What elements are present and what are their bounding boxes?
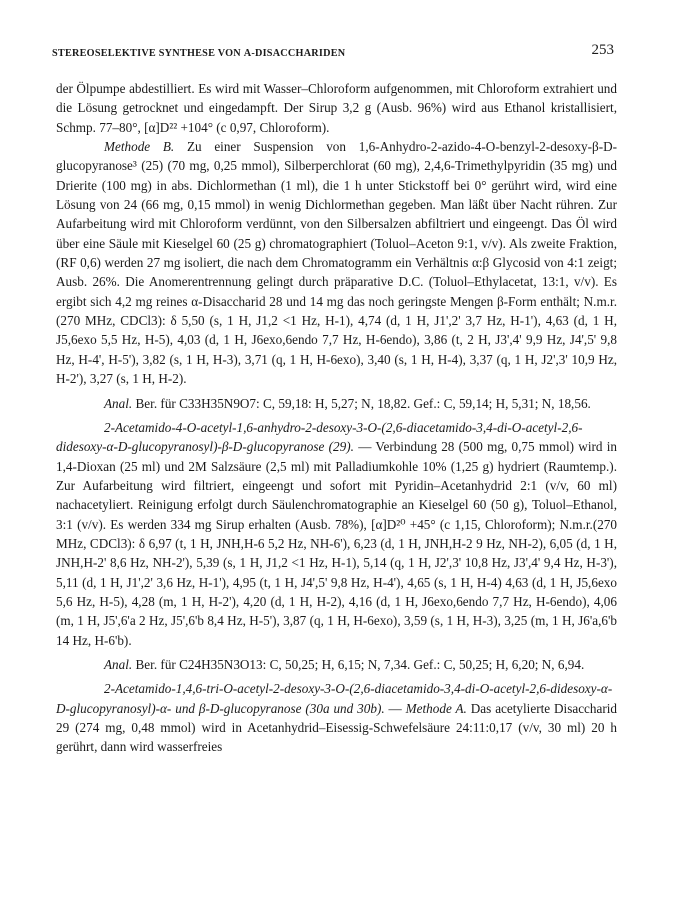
paragraph-analysis-1 — [56, 394, 617, 413]
analysis-1-label: Anal. — [104, 395, 133, 411]
paragraph-analysis-2 — [56, 655, 617, 674]
analysis-1-text: Ber. für C33H35N9O7: C, 59,18: H, 5,27; N, 18,82. Gef.: C, 59,14; H, 5,31; N, 18,56. — [135, 395, 591, 411]
method-b-text: Zu einer Suspension von 1,6-Anhydro-2-azido-4-O-benzyl-2-desoxy-β-D-glucopyranose³ (25) (70 mg, 0,25 mmol), Silberperchlorat (60 mg), 2,4,6-Trimethylpyridin (35 mg) und Drierite (100 mg) in abs. Dichlormethan (1 ml), die 1 h unter Stickstoff bei 0° gerührt wird, wird eine Lösung von 24 (66 mg, 0,15 mmol) in wenig Dichlormethan gegeben. Man läßt über Nacht rühren. Zur Aufarbeitung wird mit Chloroform verdünnt, von den Silbersalzen abfiltriert und eingeengt. Das Öl wird über eine Säule mit Kieselgel 60 (25 g) chromatographiert (Toluol–Aceton 9:1, v/v). Als zweite Fraktion, (RF 0,6) werden 27 mg isoliert, die nach dem Chromatogramm ein Verhältnis α:β Glycosid von 4:1 zeigt; Ausb. 26%. Die Anomerentrennung gelingt durch präparative D.C. (Toluol–Ethylacetat, 13:1, v/v). Es ergibt sich 4,2 mg reines α-Disaccharid 28 und 14 mg das noch geringste Mengen β-Form enthält; N.m.r. (270 MHz, CDCl3): δ 5,50 (s, 1 H, J1,2 <1 Hz, H-1), 4,74 (d, 1 H, J1',2' 3,7 Hz, H-1'), 4,63 (d, 1 H, J5,6exo 5,5 Hz, H-5), 4,03 (d, 1 H, J6exo,6endo 7,7 Hz, H-6endo), 3,86 (t, 2 H, J3',4' 9,9 Hz, J4',5' 9,8 Hz, H-4', H-5'), 3,82 (s, 1 H, H-3), 3,71 (q, 1 H, H-6exo), 3,40 (s, 1 H, H-4), 3,37 (q, 1 H, J2',3' 10,9 Hz, H-2'), 3,27 (s, 1 H, H-2). — [56, 139, 618, 387]
paragraph-1: der Ölpumpe abdestilliert. Es wird mit Wasser–Chloroform aufgenommen, mit Chloroform extrahiert und die Lösung getrocknet und eingedampft. Der Sirup 3,2 g (Ausb. 96%) wird aus Ethanol kristallisiert, Schmp. 77–80°, [α]D²² +104° (c 0,97, Chloroform). — [56, 81, 617, 135]
compound-30-separator: — — [384, 700, 406, 716]
paragraph-compound-30 — [56, 679, 617, 756]
compound-30-text: Das acetylierte Disaccharid 29 (274 mg, 0,48 mmol) wird in Acetanhydrid–Eisessig-Schwefelsäure 24:11:0,17 (v/v, 30 ml) 20 h gerührt, dann wird wasserfreies — [56, 700, 617, 755]
running-title: STEREOSELEKTIVE SYNTHESE VON Α-DISACCHARIDEN — [52, 48, 346, 59]
analysis-2-label: Anal. — [104, 656, 133, 672]
article-body — [56, 79, 617, 757]
page-number: 253 — [591, 42, 614, 58]
page-header — [52, 42, 614, 66]
paragraph-method-b — [56, 137, 617, 388]
method-a-label: Methode A. — [405, 700, 467, 716]
compound-30-title: 2-Acetamido-1,4,6-tri-O-acetyl-2-desoxy-3-O-(2,6-diacetamido-3,4-di-O-acetyl-2,6-didesoxy-α-D-glucopyranosyl)-α- und β-D-glucopyranose (30a und 30b). — [56, 681, 613, 716]
paragraph-compound-29 — [56, 418, 617, 650]
compound-29-text: — Verbindung 28 (500 mg, 0,75 mmol) wird in 1,4-Dioxan (25 ml) und 2M Salzsäure (2,5 ml) mit Palladiumkohle 10% (1,25 g) hydriert (Raumtemp.). Zur Aufarbeitung wird filtriert, eingeengt und sofort mit Pyridin–Acetanhydrid 2:1 (v/v, 60 ml) nachacetyliert. Reinigung erfolgt durch Säulenchromatographie an Kieselgel 60 (50 g), Toluol–Ethanol, 3:1 (v/v). Es werden 334 mg Sirup erhalten (Ausb. 78%), [α]D²⁰ +45° (c 1,15, Chloroform); N.m.r.(270 MHz, CDCl3): δ 6,97 (t, 1 H, JNH,H-6 5,2 Hz, NH-6'), 6,23 (d, 1 H, JNH,H-2 9 Hz, NH-2), 6,05 (d, 1 H, JNH,H-2' 8,6 Hz, NH-2'), 5,39 (s, 1 H, J1,2 <1 Hz, H-1), 5,14 (q, 1 H, J2',3' 10,8 Hz, J3',4' 9,4 Hz, H-3'), 5,11 (d, 1 H, J1',2' 3,6 Hz, H-1'), 4,95 (t, 1 H, J4',5' 9,8 Hz, H-4'), 4,65 (s, 1 H, H-4) 4,63 (d, 1 H, J5,6exo 5,6 Hz, H-5), 4,28 (m, 1 H, H-2'), 4,20 (d, 1 H, H-2), 4,16 (d, 1 H, J6exo,6endo 7,7 Hz, H-6endo), 4,06 (m, 1 H, J5',6'a 2 Hz, J5',6'b 8,4 Hz, H-5'), 3,87 (q, 1 H, H-6exo), 3,59 (s, 1 H, H-3), 3,25 (m, 1 H, J6'a,6'b 14 Hz, H-6'b). — [56, 439, 617, 648]
analysis-2-text: Ber. für C24H35N3O13: C, 50,25; H, 6,15; N, 7,34. Gef.: C, 50,25; H, 6,20; N, 6,94. — [135, 656, 585, 672]
method-b-label: Methode B. — [104, 139, 175, 155]
compound-29-title: 2-Acetamido-4-O-acetyl-1,6-anhydro-2-desoxy-3-O-(2,6-diacetamido-3,4-di-O-acetyl-2,6-didesoxy-α-D-glucopyranosyl)-β-D-glucopyranose (29). — [56, 419, 583, 455]
